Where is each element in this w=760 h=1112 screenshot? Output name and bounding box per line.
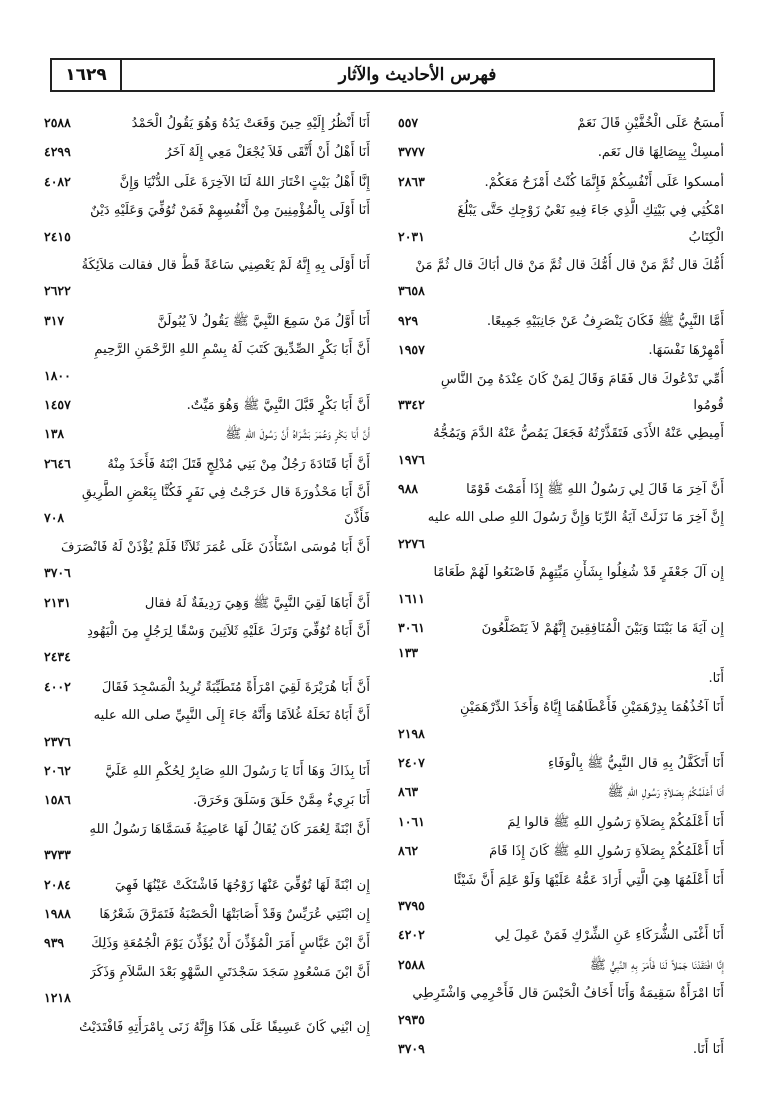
hadith-number: ١٥٨٦ bbox=[44, 792, 71, 808]
index-entry bbox=[398, 139, 724, 164]
hadith-number: ٤٢٠٢ bbox=[398, 927, 425, 943]
entry-line bbox=[398, 560, 724, 585]
hadith-text-continued: قُومُوا bbox=[693, 397, 724, 413]
hadith-text: أَنَا أَعْلَمُهَا هِيَ الَّتِي أَرَادَ عَمُّهُ عَلَيْهَا وَلَوْ عَلِمَ أَنَّ شَيْئًا bbox=[453, 872, 724, 888]
entry-line bbox=[398, 838, 724, 863]
entry-line bbox=[398, 337, 724, 362]
index-entry bbox=[44, 535, 370, 586]
entry-line bbox=[44, 758, 370, 783]
hadith-number: ٢٠٦٢ bbox=[44, 762, 71, 778]
hadith-text: أمسِكْ بِيِصَالِهَا قال نَعَم. bbox=[597, 145, 724, 161]
hadith-text: أَنَا أَعْلَمُكُمْ بِصَلاَةِ رَسُولِ اللهِ ﷺ bbox=[607, 785, 724, 801]
hadith-text: أَمسَحُ عَلَى الْخُفَّيْنِ قَالَ نَعَمْ bbox=[577, 116, 724, 131]
entry-gap bbox=[44, 1040, 370, 1044]
entry-line bbox=[44, 505, 370, 530]
hadith-text: أَنَا آخُذُهُمَا بِدِرْهَمَيْنِ فَأَعْطَاهُمَا إِيَّاهُ وَأَخَذَ الدِّرْهَمَيْنِ bbox=[460, 700, 724, 716]
entry-line bbox=[44, 480, 370, 505]
hadith-number: ٢٠٨٤ bbox=[44, 876, 71, 892]
index-entry bbox=[398, 750, 724, 775]
hadith-number: ٢١٣١ bbox=[44, 594, 71, 610]
hadith-number: ٣٧٣٣ bbox=[44, 847, 71, 863]
index-entry bbox=[398, 695, 724, 746]
hadith-text: أُمِّي تَدْعُوكَ قال فَقَامَ وَقَالَ لِمَنْ كَانَ عِنْدَهُ مِنَ النَّاسِ bbox=[440, 371, 724, 387]
hadith-number: ٩٢٩ bbox=[398, 312, 419, 328]
hadith-text: إِن ابْنَةً لَهَا تُوُفِّيَ عَنْهَا زَوْجُهَا فَاشْتَكَتْ عَيْنُهَا فَهِيَ bbox=[115, 877, 370, 893]
entry-line bbox=[398, 224, 724, 249]
hadith-number: ١٢١٨ bbox=[44, 990, 71, 1006]
hadith-text: أَنَا أَعْلَمُكُمْ بِصَلاَةِ رَسُولِ اللهِ ﷺ كَانَ إِذَا قَامَ bbox=[489, 844, 724, 860]
page-number: ١٦٢٩ bbox=[52, 60, 122, 90]
hadith-number: ٢٢٧٦ bbox=[398, 535, 425, 551]
hadith-text: أَمِيطِي عَنْهُ الأَذَى فَتَقَذَّرْتُهُ فَجَعَلَ يَمُصُّ عَنْهُ الدَّمَ وَيَمُجُّهُ bbox=[433, 426, 724, 442]
index-entry bbox=[398, 337, 724, 362]
hadith-text: أَنَا أَنْظُرُ إِلَيْهِ حِينَ وَقَعَتْ يَدُهُ وَهُوَ يَقُولُ الْحَمْدُ bbox=[131, 116, 370, 131]
entry-line bbox=[44, 787, 370, 812]
hadith-text-continued: أَنَا. bbox=[708, 670, 724, 686]
entry-line bbox=[398, 505, 724, 530]
entry-line bbox=[44, 392, 370, 417]
hadith-number: ٣١٧ bbox=[44, 312, 65, 328]
index-entry bbox=[398, 838, 724, 863]
index-entry bbox=[398, 110, 724, 135]
hadith-number: ٤٠٠٢ bbox=[44, 678, 71, 694]
hadith-text: أَنَّ أَبَا بَكْرٍ قَبَّلَ النَّبِيَّ ﷺ وَهُوَ مَيِّتٌ. bbox=[186, 397, 370, 413]
hadith-text: أَنَا أَتَكَفَّلُ بِهِ قال النَّبِيُّ ﷺ بِالْوَفَاءِ bbox=[547, 755, 724, 771]
entry-line bbox=[398, 695, 724, 720]
hadith-number: ١٦١١ bbox=[398, 590, 425, 606]
index-entry bbox=[398, 505, 724, 556]
entry-line bbox=[44, 169, 370, 194]
hadith-number: ٤٠٨٢ bbox=[44, 173, 71, 189]
hadith-text-continued: فَأَذَّنَ bbox=[344, 511, 370, 527]
entry-line bbox=[398, 476, 724, 501]
hadith-number: ٢٨٦٣ bbox=[398, 173, 425, 189]
entry-line bbox=[398, 421, 724, 446]
hadith-number: ٩٨٨ bbox=[398, 481, 419, 497]
hadith-text: امْكُثِي فِي بَيْتِكِ الَّذِي جَاءَ فِيهِ نَعْيُ زَوْجِكِ حَتَّى يَبْلُغَ bbox=[457, 203, 724, 219]
hadith-number: ٣٣٤٢ bbox=[398, 396, 425, 412]
entry-line bbox=[44, 308, 370, 333]
index-entry bbox=[44, 872, 370, 897]
hadith-text: أَنَّ أَبَا بَكْرٍ وَعُمَرَ بَشَّرَاهُ أَنَّ رَسُولَ اللهِ ﷺ bbox=[225, 427, 370, 443]
hadith-number: ٢٤١٥ bbox=[44, 228, 71, 244]
hadith-number: ٥٥٧ bbox=[398, 115, 419, 130]
hadith-number: ١٠٦١ bbox=[398, 813, 425, 829]
entry-line bbox=[44, 1015, 370, 1040]
right-column bbox=[398, 110, 724, 1070]
hadith-number: ٢٥٨٨ bbox=[398, 956, 425, 972]
entry-line bbox=[44, 110, 370, 135]
entry-line bbox=[44, 421, 370, 446]
hadith-number: ٢٦٤٦ bbox=[44, 455, 71, 471]
hadith-text: أَنَّ أَبَاهُ تُوُفِّيَ وَتَرَكَ عَلَيْهِ ثَلاَثِينَ وَسْقًا لِرَجُلٍ مِنَ الْيَهُودِ bbox=[87, 624, 370, 640]
hadith-text: أَنَّ أَبَاهُ نَحَلَهُ غُلاَمًا وَأَنَّهُ جَاءَ إِلَى النَّبِيِّ صلى الله عليه bbox=[93, 708, 370, 724]
hadith-number: ٤٢٩٩ bbox=[44, 144, 71, 160]
hadith-number: ٣٧٠٩ bbox=[398, 1040, 425, 1056]
entry-line bbox=[398, 981, 724, 1006]
hadith-number: ١٩٥٧ bbox=[398, 342, 425, 358]
entry-line bbox=[398, 868, 724, 893]
index-entry bbox=[44, 480, 370, 531]
hadith-text: أَنَا أَهْلُ أَنْ أُتَّقَى فَلاَ يُجْعَلْ مَعِي إِلَهٌ آخَرُ bbox=[165, 145, 370, 161]
hadith-number: ١٤٥٧ bbox=[44, 396, 71, 412]
entry-line bbox=[398, 1036, 724, 1061]
index-entry bbox=[398, 476, 724, 501]
index-entry bbox=[44, 110, 370, 135]
index-entry bbox=[398, 560, 724, 611]
index-entry bbox=[44, 421, 370, 446]
entry-line bbox=[44, 253, 370, 278]
index-entry bbox=[398, 1036, 724, 1061]
entry-line bbox=[398, 750, 724, 775]
hadith-number: ٨٦٣ bbox=[398, 784, 419, 800]
entry-line bbox=[44, 817, 370, 842]
entry-line bbox=[398, 253, 724, 278]
entry-line bbox=[398, 367, 724, 392]
entry-line bbox=[398, 666, 724, 691]
hadith-text: أَنَّ ابْنَ عَبَّاسٍ أَمَرَ الْمُؤَذِّنَ أَنْ يُؤَذِّنَ يَوْمَ الْجُمُعَةِ وَذَلِكَ bbox=[91, 936, 370, 952]
index-entry bbox=[44, 1015, 370, 1040]
index-entry bbox=[398, 615, 724, 691]
index-entry bbox=[398, 198, 724, 249]
hadith-number: ٣٧٧٧ bbox=[398, 144, 425, 160]
index-entry bbox=[398, 367, 724, 418]
index-entry bbox=[44, 960, 370, 1011]
entry-line bbox=[398, 779, 724, 804]
hadith-text-continued: الْكِتَابُ bbox=[688, 229, 724, 245]
hadith-number: ٢١٩٨ bbox=[398, 725, 425, 741]
hadith-number: ٢٩٣٥ bbox=[398, 1011, 425, 1027]
entry-line bbox=[398, 169, 724, 194]
index-entry bbox=[44, 253, 370, 304]
hadith-text: إِنَّا أَهْلُ بَيْتٍ اخْتَارَ اللهُ لَنَا الآخِرَةَ عَلَى الدُّنْيَا وَإِنَّ bbox=[119, 174, 370, 190]
hadith-text: أَنَا أَوْلَى بِهِ إِنَّهُ لَمْ يَعْصِنِي سَاعَةً قَطُّ قال فقالت مَلاَئِكَةُ bbox=[81, 257, 370, 273]
index-entry bbox=[398, 868, 724, 919]
index-entry bbox=[44, 198, 370, 249]
hadith-text: أَنَا بِذَاكَ وَهَا أَنَا يَا رَسُولَ اللهِ صَابِرٌ لِحُكْمِ اللهِ عَلَيَّ bbox=[105, 763, 370, 779]
entry-line bbox=[44, 703, 370, 728]
entry-line bbox=[44, 451, 370, 476]
left-column bbox=[44, 110, 370, 1070]
hadith-number: ١٩٨٨ bbox=[44, 905, 71, 921]
entry-line bbox=[44, 139, 370, 164]
index-body bbox=[44, 110, 724, 1070]
hadith-text: أَنَا امْرَأَةٌ سَقِيمَةٌ وَأَنَا أَخَافُ الْحَبْسَ قال فَأَحْرِمِي وَاشْتَرِطِي bbox=[412, 986, 724, 1002]
hadith-text: أَنَا أَوْلَى بِالْمُؤْمِنِينَ مِنْ أَنْفُسِهِمْ فَمَنْ تُوُفِّيَ وَعَلَيْهِ دَيْنٌ bbox=[90, 203, 370, 219]
hadith-text: أُمُّكَ قال ثُمَّ مَنْ قال أُمُّكَ قال ثُمَّ مَنْ قال أبَاكَ قال ثُمَّ مَنْ bbox=[415, 257, 724, 273]
hadith-text: إِن ابْنَتِي عُرَيِّسٌ وَقَدْ أَصَابَتْهَا الْحَصْبَةُ فَتَمَرَّقَ شَعْرُهَا bbox=[99, 906, 370, 922]
hadith-number: ٢٤٣٤ bbox=[44, 649, 71, 665]
hadith-number: ٩٣٩ bbox=[44, 935, 65, 951]
entry-line bbox=[44, 674, 370, 699]
entry-line bbox=[398, 139, 724, 164]
entry-line bbox=[398, 308, 724, 333]
index-entry bbox=[398, 779, 724, 804]
entry-gap bbox=[398, 1061, 724, 1065]
page-title: فهرس الأحاديث والآثار bbox=[338, 65, 497, 85]
entry-line bbox=[44, 198, 370, 223]
entry-line bbox=[44, 337, 370, 362]
index-entry bbox=[44, 901, 370, 926]
hadith-number: ٣٠٦١ bbox=[398, 620, 425, 636]
index-entry bbox=[44, 817, 370, 868]
hadith-text: إِن ابْنِي كَانَ عَسِيفًا عَلَى هَذَا وَإِنَّهُ زَنَى بِامْرَأَتِهِ فَافْتَدَيْتُ bbox=[79, 1019, 370, 1035]
index-entry bbox=[44, 139, 370, 164]
entry-line bbox=[44, 930, 370, 955]
hadith-number: ٢٥٨٨ bbox=[44, 115, 71, 130]
index-entry bbox=[398, 981, 724, 1032]
entry-line bbox=[398, 392, 724, 417]
hadith-text: أَنَّ أَبَا مُوسَى اسْتَأْذَنَ عَلَى عُمَرَ ثَلاَثًا فَلَمْ يُؤْذَنْ لَهُ فَانْصَرَفَ bbox=[61, 539, 370, 555]
page-header bbox=[50, 58, 715, 92]
entry-line bbox=[44, 872, 370, 897]
hadith-text: أَمْهِرْهَا نَفْسَهَا. bbox=[648, 343, 724, 359]
entry-line bbox=[44, 590, 370, 615]
entry-line bbox=[44, 960, 370, 985]
entry-line bbox=[398, 198, 724, 223]
hadith-text: أَنَّ أَبَا بَكْرٍ الصِّدِّيقَ كَتَبَ لَهُ بِسْمِ اللهِ الرَّحْمَنِ الرَّحِيمِ bbox=[94, 342, 370, 358]
index-entry bbox=[398, 421, 724, 472]
hadith-number: ٣٧٩٥ bbox=[398, 897, 425, 913]
hadith-number: ٨٦٢ bbox=[398, 843, 419, 859]
entry-line bbox=[44, 535, 370, 560]
hadith-text: أَنَّ أَبَا مَحْذُورَةَ قال خَرَجْتُ فِي نَفَرٍ فَكُنَّا بِبَعْضِ الطَّرِيقِ bbox=[81, 485, 370, 501]
hadith-text: أَنَا بَرِيءٌ مِمَّنْ حَلَقَ وَسَلَقَ وَخَرَقَ. bbox=[192, 793, 370, 809]
hadith-number: ٧٠٨ bbox=[44, 510, 65, 526]
hadith-number: ١٣٣ bbox=[398, 645, 419, 661]
hadith-text: أَنَّ آخِرَ مَا قَالَ لِي رَسُولُ اللهِ ﷺ إِذَا أَمَمْتَ قَوْمًا bbox=[466, 482, 724, 498]
index-entry bbox=[44, 392, 370, 417]
index-entry bbox=[44, 169, 370, 194]
hadith-text: أَنَا أَنَا. bbox=[692, 1041, 724, 1057]
hadith-text: إِنَّ آخِرَ مَا نَزَلَتْ آيَةُ الرِّبَا وَإِنَّ رَسُولَ اللهِ صلى الله عليه bbox=[427, 510, 724, 526]
index-entry bbox=[44, 590, 370, 615]
index-entry bbox=[398, 169, 724, 194]
hadith-text: إِن آيَةَ مَا بَيْنَنَا وَبَيْنَ الْمُنَافِقِينَ إِنَّهُمْ لاَ يَتَضَلَّعُونَ bbox=[481, 621, 724, 637]
index-entry bbox=[398, 952, 724, 977]
hadith-number: ٢٦٢٢ bbox=[44, 283, 71, 299]
hadith-number: ٣٧٠٦ bbox=[44, 565, 71, 581]
index-entry bbox=[44, 619, 370, 670]
hadith-number: ١٩٧٦ bbox=[398, 451, 425, 467]
hadith-number: ١٣٨ bbox=[44, 426, 65, 442]
index-entry bbox=[398, 809, 724, 834]
hadith-text: أَنَا أَغْنَى الشُّرَكَاءِ عَنِ الشِّرْكِ فَمَنْ عَمِلَ لِي bbox=[494, 928, 724, 944]
index-entry bbox=[398, 922, 724, 947]
hadith-number: ١٨٠٠ bbox=[44, 367, 71, 383]
hadith-text: أَنَّ ابْنَةً لِعُمَرَ كَانَ يُقَالُ لَهَا عَاصِيَةُ فَسَمَّاهَا رَسُولُ اللهِ bbox=[89, 821, 370, 837]
index-entry bbox=[44, 451, 370, 476]
hadith-number: ٣٦٥٨ bbox=[398, 283, 425, 299]
hadith-text: أَنَّ أَبَا قَتَادَةَ رَجُلٌ مِنْ بَنِي مُدْلِجٍ قَتَلَ ابْنَهُ فَأَخَذَ مِنْهُ bbox=[107, 456, 370, 472]
entry-line bbox=[398, 922, 724, 947]
hadith-text: أَنَّ ابْنَ مَسْعُودٍ سَجَدَ سَجْدَتَيِ السَّهْوِ بَعْدَ السَّلاَمِ وَذَكَرَ bbox=[89, 964, 370, 980]
entry-line bbox=[398, 809, 724, 834]
entry-line bbox=[398, 952, 724, 977]
index-entry bbox=[44, 758, 370, 783]
entry-line bbox=[398, 615, 724, 640]
index-entry bbox=[44, 674, 370, 699]
entry-line bbox=[398, 110, 724, 135]
hadith-text: أَنَّ أَبَا هُرَيْرَةَ لَقِيَ امْرَأَةً مُتَطَيِّبَةً تُرِيدُ الْمَسْجِدَ فَقَالَ bbox=[101, 679, 370, 695]
index-entry bbox=[44, 703, 370, 754]
entry-line bbox=[44, 901, 370, 926]
index-entry bbox=[44, 787, 370, 812]
hadith-text: أَنَا أَعْلَمُكُمْ بِصَلاَةِ رَسُولِ اللهِ ﷺ قالوا لِمَ bbox=[507, 814, 724, 830]
index-entry bbox=[44, 930, 370, 955]
hadith-number: ٢٠٣١ bbox=[398, 228, 425, 244]
index-entry bbox=[398, 253, 724, 304]
index-entry bbox=[44, 308, 370, 333]
hadith-text: أَنَّ أَبَاهَا لَقِيَ النَّبِيَّ ﷺ وَهِيَ رَدِيفَةٌ لَهُ فقال bbox=[144, 595, 370, 611]
index-entry bbox=[398, 308, 724, 333]
hadith-number: ٢٤٠٧ bbox=[398, 754, 425, 770]
hadith-text: أَنَا أَوَّلُ مَنْ سَمِعَ النَّبِيَّ ﷺ يَقُولُ لاَ يُبُولَنَّ bbox=[157, 313, 370, 329]
hadith-text: أمسكوا عَلَى أَنْفُسِكُمْ فَإِنَّمَا كُنْتُ أَمْزَحُ مَعَكُمْ. bbox=[484, 174, 724, 190]
hadith-text: إِن آلَ جَعْفَرٍ قَدْ شُغِلُوا بِشَأْنِ مَيِّتِهِمْ فَاصْنَعُوا لَهُمْ طَعَامًا bbox=[433, 565, 724, 581]
hadith-text: إِنَّا افْتَقَدْنَا جَمَلاً لَنَا فَأَمَرَ بِهِ النَّبِيُّ ﷺ bbox=[589, 957, 724, 973]
hadith-number: ٢٣٧٦ bbox=[44, 733, 71, 749]
entry-line bbox=[44, 619, 370, 644]
hadith-text: أَمَّا النَّبِيُّ ﷺ فَكَانَ يَنْصَرِفُ عَنْ جَانِبَيْهِ جَمِيعًا. bbox=[486, 313, 724, 329]
index-entry bbox=[44, 337, 370, 388]
